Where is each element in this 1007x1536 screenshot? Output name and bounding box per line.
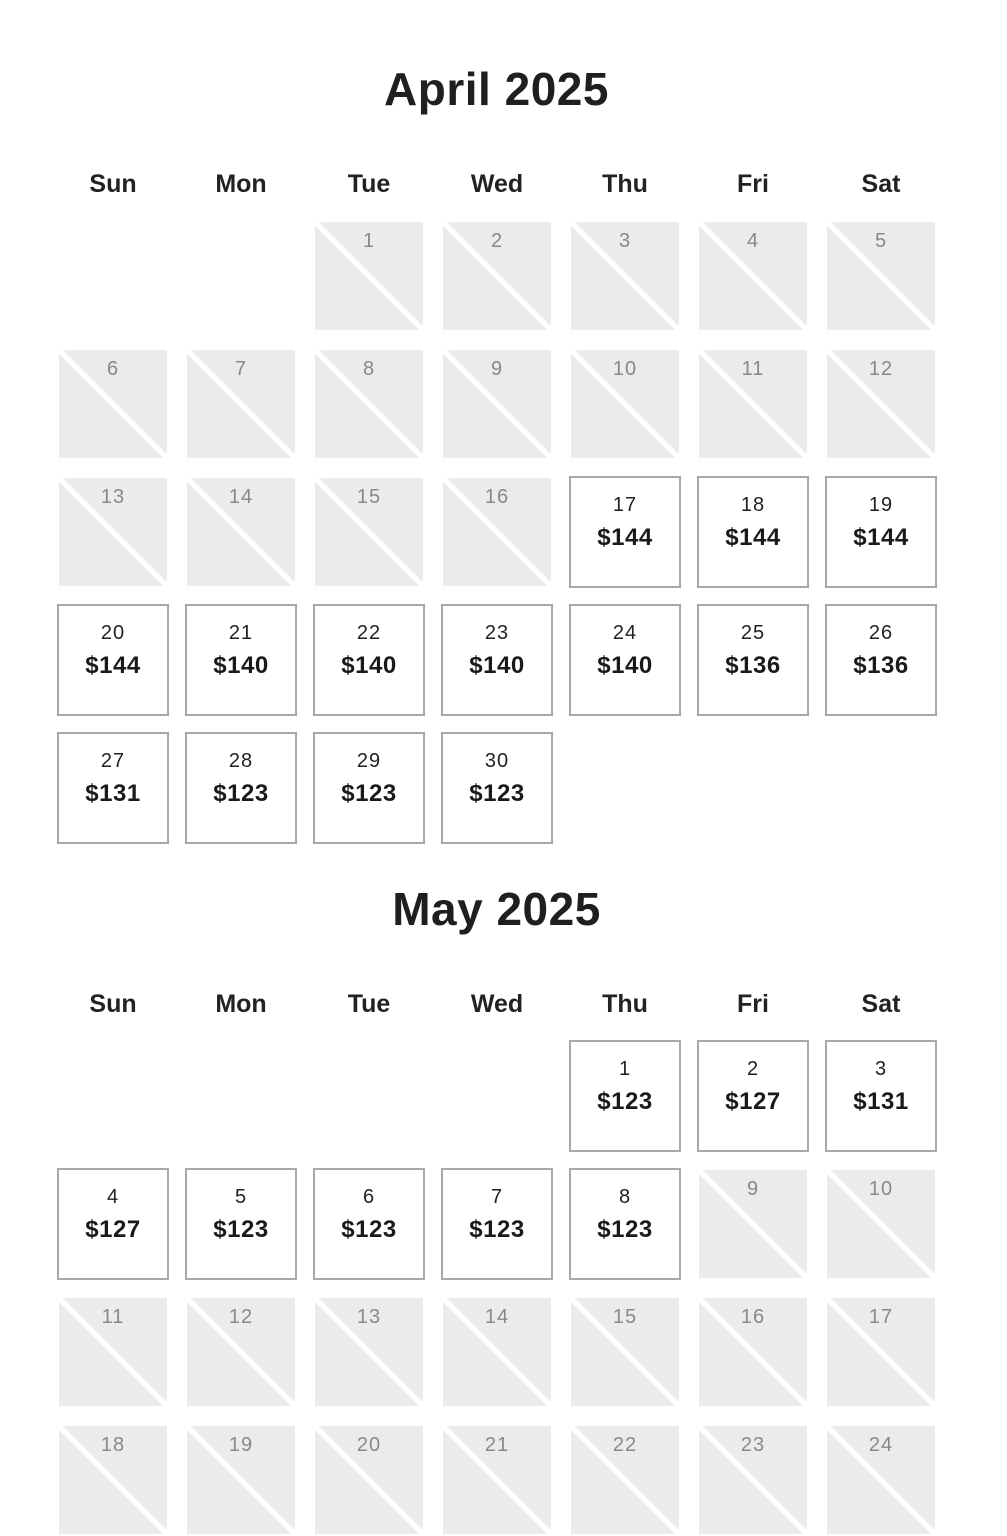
calendar-day-available[interactable] (57, 1168, 169, 1280)
calendar-day-unavailable (825, 1296, 937, 1408)
day-number: 2 (746, 1058, 760, 1080)
weekday-header-mon: Mon (215, 170, 267, 198)
day-cell[interactable] (825, 476, 937, 588)
blocked-day-cell (827, 1426, 935, 1534)
weekday-header-thu: Thu (602, 170, 648, 198)
day-number: 23 (740, 1434, 766, 1456)
day-number: 13 (356, 1306, 382, 1328)
weekday-header-sun: Sun (89, 170, 137, 198)
calendar-day-unavailable (185, 1296, 297, 1408)
day-number: 17 (612, 494, 638, 516)
calendar-day-unavailable (57, 1296, 169, 1408)
calendar-day-unavailable (441, 1424, 553, 1536)
weekday-header-tue: Tue (347, 170, 391, 198)
calendar-day-unavailable (313, 1424, 425, 1536)
day-number: 20 (356, 1434, 382, 1456)
weekday-header-thu: Thu (602, 990, 648, 1018)
blocked-day-cell (443, 1298, 551, 1406)
calendar-day-available[interactable] (185, 732, 297, 844)
day-cell[interactable] (569, 604, 681, 716)
blocked-day-cell (187, 1426, 295, 1534)
calendar-day-unavailable (825, 1424, 937, 1536)
day-number: 9 (746, 1178, 760, 1200)
blocked-day-cell (571, 222, 679, 330)
nightly-price: $136 (853, 652, 909, 679)
day-number: 24 (868, 1434, 894, 1456)
nightly-price: $131 (85, 780, 141, 807)
calendar-day-unavailable (569, 348, 681, 460)
day-number: 10 (612, 358, 638, 380)
nightly-price: $131 (853, 1088, 909, 1115)
blocked-day-cell (443, 478, 551, 586)
calendar-day-unavailable (569, 1296, 681, 1408)
nightly-price: $123 (597, 1216, 653, 1243)
blocked-day-cell (699, 222, 807, 330)
day-cell[interactable] (313, 732, 425, 844)
day-number: 4 (106, 1186, 120, 1208)
blocked-day-cell (699, 1170, 807, 1278)
day-number: 3 (618, 230, 632, 252)
month-title: May 2025 (392, 883, 601, 935)
nightly-price: $123 (597, 1088, 653, 1115)
blocked-day-cell (571, 1426, 679, 1534)
nightly-price: $123 (213, 780, 269, 807)
day-number: 11 (101, 1306, 125, 1328)
weekday-header-fri: Fri (737, 990, 769, 1018)
blocked-day-cell (699, 1298, 807, 1406)
blocked-day-cell (443, 350, 551, 458)
blocked-day-cell (443, 222, 551, 330)
day-number: 7 (490, 1186, 504, 1208)
day-number: 18 (100, 1434, 126, 1456)
day-number: 26 (868, 622, 894, 644)
blocked-day-cell (187, 1298, 295, 1406)
day-cell[interactable] (825, 1040, 937, 1152)
day-cell[interactable] (569, 476, 681, 588)
blocked-day-cell (187, 478, 295, 586)
calendar-day-unavailable (441, 1296, 553, 1408)
day-cell[interactable] (185, 1168, 297, 1280)
blocked-day-cell (187, 350, 295, 458)
nightly-price: $140 (469, 652, 525, 679)
day-number: 5 (874, 230, 888, 252)
day-number: 22 (356, 622, 382, 644)
calendar-day-unavailable (441, 476, 553, 588)
calendar-day-unavailable (185, 476, 297, 588)
day-number: 12 (228, 1306, 254, 1328)
day-number: 30 (484, 750, 510, 772)
weekday-header-sun: Sun (89, 990, 137, 1018)
blocked-day-cell (59, 1426, 167, 1534)
day-cell[interactable] (313, 1168, 425, 1280)
calendar-day-unavailable (313, 476, 425, 588)
blocked-day-cell (315, 222, 423, 330)
day-cell[interactable] (825, 604, 937, 716)
weekday-header-wed: Wed (470, 170, 524, 198)
day-number: 25 (740, 622, 766, 644)
nightly-price: $144 (597, 524, 653, 551)
calendar-day-available[interactable] (569, 476, 681, 588)
calendar-day-unavailable (697, 1296, 809, 1408)
blocked-day-cell (59, 350, 167, 458)
blocked-day-cell (315, 478, 423, 586)
day-cell[interactable] (697, 604, 809, 716)
calendar-day-available[interactable] (57, 604, 169, 716)
nightly-price: $127 (85, 1216, 141, 1243)
calendar-day-available[interactable] (441, 1168, 553, 1280)
weekday-header-tue: Tue (347, 990, 391, 1018)
calendar-day-available[interactable] (441, 604, 553, 716)
blocked-day-cell (571, 1298, 679, 1406)
calendar-day-unavailable (313, 1296, 425, 1408)
day-cell[interactable] (441, 732, 553, 844)
calendar-day-unavailable (441, 220, 553, 332)
nightly-price: $140 (213, 652, 269, 679)
blocked-day-cell (315, 1426, 423, 1534)
day-number: 1 (362, 230, 376, 252)
blocked-day-cell (315, 350, 423, 458)
day-number: 20 (100, 622, 126, 644)
day-cell[interactable] (569, 1168, 681, 1280)
calendar-day-available[interactable] (697, 604, 809, 716)
calendar-day-unavailable (313, 220, 425, 332)
calendar-day-unavailable (441, 348, 553, 460)
day-number: 27 (100, 750, 126, 772)
blocked-day-cell (827, 1298, 935, 1406)
calendar-day-available[interactable] (569, 604, 681, 716)
day-number: 21 (228, 622, 254, 644)
nightly-price: $123 (341, 1216, 397, 1243)
day-cell[interactable] (57, 604, 169, 716)
calendar-day-unavailable (185, 1424, 297, 1536)
day-number: 11 (741, 358, 765, 380)
blocked-day-cell (827, 350, 935, 458)
day-cell[interactable] (185, 732, 297, 844)
calendar-day-available[interactable] (313, 732, 425, 844)
day-number: 16 (740, 1306, 766, 1328)
day-number: 28 (228, 750, 254, 772)
day-number: 15 (612, 1306, 638, 1328)
calendar-day-unavailable (57, 476, 169, 588)
calendar-day-available[interactable] (185, 1168, 297, 1280)
calendar-day-unavailable (569, 220, 681, 332)
blocked-day-cell (59, 1298, 167, 1406)
calendar-day-available[interactable] (569, 1168, 681, 1280)
blocked-day-cell (315, 1298, 423, 1406)
calendar-day-available[interactable] (825, 476, 937, 588)
day-number: 3 (874, 1058, 888, 1080)
day-number: 6 (362, 1186, 376, 1208)
day-number: 16 (484, 486, 510, 508)
blocked-day-cell (59, 478, 167, 586)
calendar-day-unavailable (697, 1168, 809, 1280)
day-cell[interactable] (57, 1168, 169, 1280)
day-number: 5 (234, 1186, 248, 1208)
day-number: 19 (228, 1434, 254, 1456)
nightly-price: $123 (341, 780, 397, 807)
weekday-header-wed: Wed (470, 990, 524, 1018)
day-number: 22 (612, 1434, 638, 1456)
day-number: 15 (356, 486, 382, 508)
nightly-price: $127 (725, 1088, 781, 1115)
day-cell[interactable] (441, 604, 553, 716)
calendar-day-available[interactable] (185, 604, 297, 716)
calendar-day-available[interactable] (697, 1040, 809, 1152)
nightly-price: $123 (469, 1216, 525, 1243)
day-number: 8 (362, 358, 376, 380)
day-number: 24 (612, 622, 638, 644)
day-number: 19 (868, 494, 894, 516)
calendar-day-unavailable (185, 348, 297, 460)
nightly-price: $123 (213, 1216, 269, 1243)
month-title: April 2025 (384, 63, 609, 115)
calendar-day-available[interactable] (825, 1040, 937, 1152)
day-number: 13 (100, 486, 126, 508)
day-number: 9 (490, 358, 504, 380)
day-number: 23 (484, 622, 510, 644)
day-number: 12 (868, 358, 894, 380)
day-number: 6 (106, 358, 120, 380)
day-number: 10 (868, 1178, 894, 1200)
calendar-day-unavailable (697, 1424, 809, 1536)
day-cell[interactable] (697, 1040, 809, 1152)
calendar-day-available[interactable] (697, 476, 809, 588)
calendar-day-unavailable (697, 220, 809, 332)
blocked-day-cell (571, 350, 679, 458)
blocked-day-cell (699, 350, 807, 458)
day-number: 29 (356, 750, 382, 772)
weekday-header-sat: Sat (861, 170, 901, 198)
blocked-day-cell (443, 1426, 551, 1534)
weekday-header-sat: Sat (861, 990, 901, 1018)
nightly-price: $144 (853, 524, 909, 551)
day-cell[interactable] (569, 1040, 681, 1152)
day-number: 2 (490, 230, 504, 252)
day-number: 17 (868, 1306, 894, 1328)
calendar-day-unavailable (825, 1168, 937, 1280)
day-cell[interactable] (313, 604, 425, 716)
day-number: 18 (740, 494, 766, 516)
day-cell[interactable] (57, 732, 169, 844)
blocked-day-cell (699, 1426, 807, 1534)
day-number: 1 (618, 1058, 632, 1080)
calendar-day-unavailable (697, 348, 809, 460)
nightly-price: $140 (597, 652, 653, 679)
nightly-price: $144 (725, 524, 781, 551)
nightly-price: $123 (469, 780, 525, 807)
day-cell[interactable] (697, 476, 809, 588)
day-number: 14 (228, 486, 254, 508)
calendar-day-available[interactable] (825, 604, 937, 716)
weekday-header-fri: Fri (737, 170, 769, 198)
day-number: 8 (618, 1186, 632, 1208)
blocked-day-cell (827, 222, 935, 330)
calendar-day-available[interactable] (313, 1168, 425, 1280)
nightly-price: $144 (85, 652, 141, 679)
day-number: 7 (234, 358, 248, 380)
calendar-day-available[interactable] (57, 732, 169, 844)
calendar-day-available[interactable] (313, 604, 425, 716)
day-number: 21 (484, 1434, 510, 1456)
day-cell[interactable] (185, 604, 297, 716)
day-cell[interactable] (441, 1168, 553, 1280)
calendar-day-unavailable (57, 1424, 169, 1536)
calendar-day-unavailable (569, 1424, 681, 1536)
calendar-day-unavailable (825, 220, 937, 332)
calendar-day-available[interactable] (441, 732, 553, 844)
weekday-header-mon: Mon (215, 990, 267, 1018)
blocked-day-cell (827, 1170, 935, 1278)
nightly-price: $140 (341, 652, 397, 679)
nightly-price: $136 (725, 652, 781, 679)
calendar-day-unavailable (57, 348, 169, 460)
calendar-day-unavailable (825, 348, 937, 460)
day-number: 4 (746, 230, 760, 252)
calendar-day-unavailable (313, 348, 425, 460)
calendar-day-available[interactable] (569, 1040, 681, 1152)
day-number: 14 (484, 1306, 510, 1328)
